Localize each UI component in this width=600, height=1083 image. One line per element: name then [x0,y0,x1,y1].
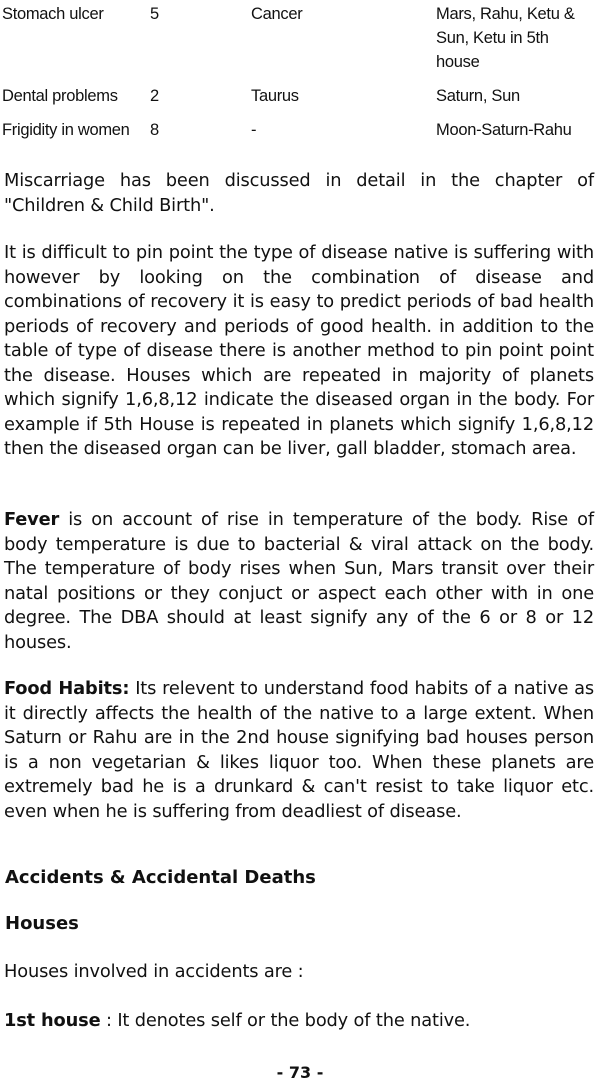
fever-text: is on account of rise in temperature of the body. Rise of body temperature is due to bacterial & viral attack on the body. The temperature of body rises when Sun, Mars transit over their natal positions or they conjuct or aspect each other with in one degree. The DBA should at least signify any of the 6 or 8 or 12 houses. [4,509,594,653]
disease-cell: Frigidity in women [2,121,130,139]
table-row [2,118,592,152]
sign-cell: Taurus [251,87,299,105]
table-row [2,84,592,118]
house-cell: 5 [150,5,159,23]
houses-heading: Houses [5,913,79,934]
fever-paragraph [4,508,594,655]
first-house-term: 1st house [4,1010,101,1031]
fever-term: Fever [4,509,60,530]
house-cell: 8 [150,121,159,139]
diagnosis-paragraph: It is difficult to pin point the type of disease native is suffering with however by looking on the combination of disease and combinations of recovery it is easy to predict periods of bad health periods of recovery and periods of good health. in addition to the table of type of disease there is another method to pin point point the disease. Houses which are repeated in majority of planets which signify 1,6,8,12 indicate the diseased organ in the body. For example if 5th House is repeated in planets which signify 1,6,8,12 then the diseased organ can be liver, gall bladder, stomach area. [4,242,594,459]
planets-cell: Saturn, Sun [436,87,520,105]
miscarriage-paragraph: Miscarriage has been discussed in detail in the chapter of "Children & Child Birth". [4,170,594,216]
food-habits-text: Its relevent to understand food habits of a native as it directly affects the health of the native to a large extent. When Saturn or Rahu are in the 2nd house signifying bad houses person is a non vegetarian & likes liquor too. When these planets are extremely bad he is a drunkard & can't resist to take liquor etc. even when he is suffering from deadliest of disease. [4,678,595,822]
disease-table [2,2,592,152]
page-number: - 73 - [276,1063,324,1082]
house-cell: 2 [150,87,159,105]
food-habits-term: Food Habits: [4,678,130,699]
disease-cell: Dental problems [2,87,118,105]
accidents-heading: Accidents & Accidental Deaths [5,867,316,888]
sign-cell: Cancer [251,5,303,23]
first-house-text: : It denotes self or the body of the native. [100,1010,471,1031]
houses-involved-text: Houses involved in accidents are : [4,961,304,982]
food-habits-paragraph [4,677,594,824]
sign-cell: - [251,121,257,139]
first-house-paragraph [4,1009,594,1034]
planets-cell: Mars, Rahu, Ketu & Sun, Ketu in 5th house [436,5,575,71]
table-row [2,2,592,84]
planets-cell: Moon-Saturn-Rahu [436,121,572,139]
disease-cell: Stomach ulcer [2,5,104,23]
